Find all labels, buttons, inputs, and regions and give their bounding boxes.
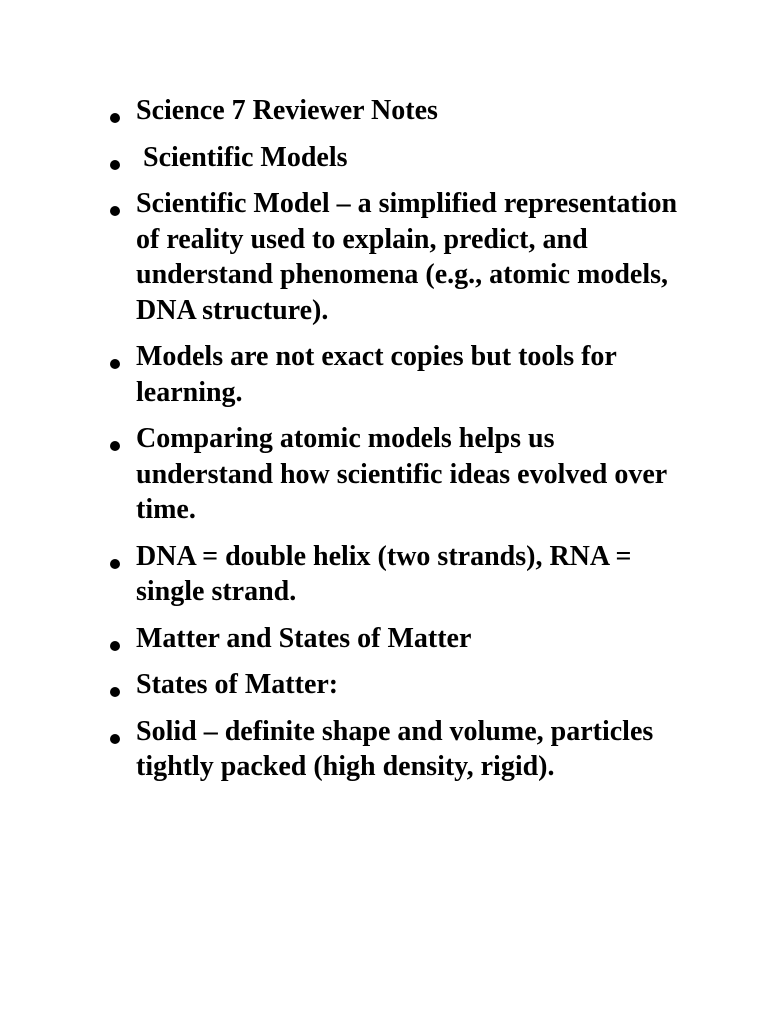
list-item <box>110 539 690 610</box>
bullet-list <box>110 93 690 796</box>
bullet-icon <box>110 359 120 369</box>
bullet-icon <box>110 441 120 451</box>
list-item <box>110 714 690 785</box>
bullet-icon <box>110 160 120 170</box>
list-item-text: States of Matter: <box>136 669 339 700</box>
list-item <box>110 93 690 129</box>
list-item-text: Comparing atomic models helps us understand how scientific ideas evolved over time. <box>136 423 674 525</box>
list-item-text: DNA = double helix (two strands), RNA = single strand. <box>136 540 639 607</box>
list-item <box>110 339 690 410</box>
list-item <box>110 667 690 703</box>
bullet-icon <box>110 641 120 651</box>
bullet-icon <box>110 687 120 697</box>
bullet-icon <box>110 113 120 123</box>
list-item-text: Solid – definite shape and volume, particles tightly packed (high density, rigid). <box>136 715 661 782</box>
list-item <box>110 186 690 328</box>
list-item-text: Models are not exact copies but tools for learning. <box>136 341 624 408</box>
bullet-icon <box>110 734 120 744</box>
list-item-text: Scientific Models <box>136 141 348 173</box>
bullet-icon <box>110 559 120 569</box>
list-item-text: Scientific Model – a simplified representation of reality used to explain, predict, and understand phenomena (e.g., atomic models, DNA structure). <box>136 188 685 326</box>
list-item <box>110 421 690 528</box>
list-item <box>110 140 690 176</box>
bullet-icon <box>110 206 120 216</box>
list-item-text: Science 7 Reviewer Notes <box>136 95 438 126</box>
list-item <box>110 621 690 657</box>
list-item-text: Matter and States of Matter <box>136 622 472 654</box>
